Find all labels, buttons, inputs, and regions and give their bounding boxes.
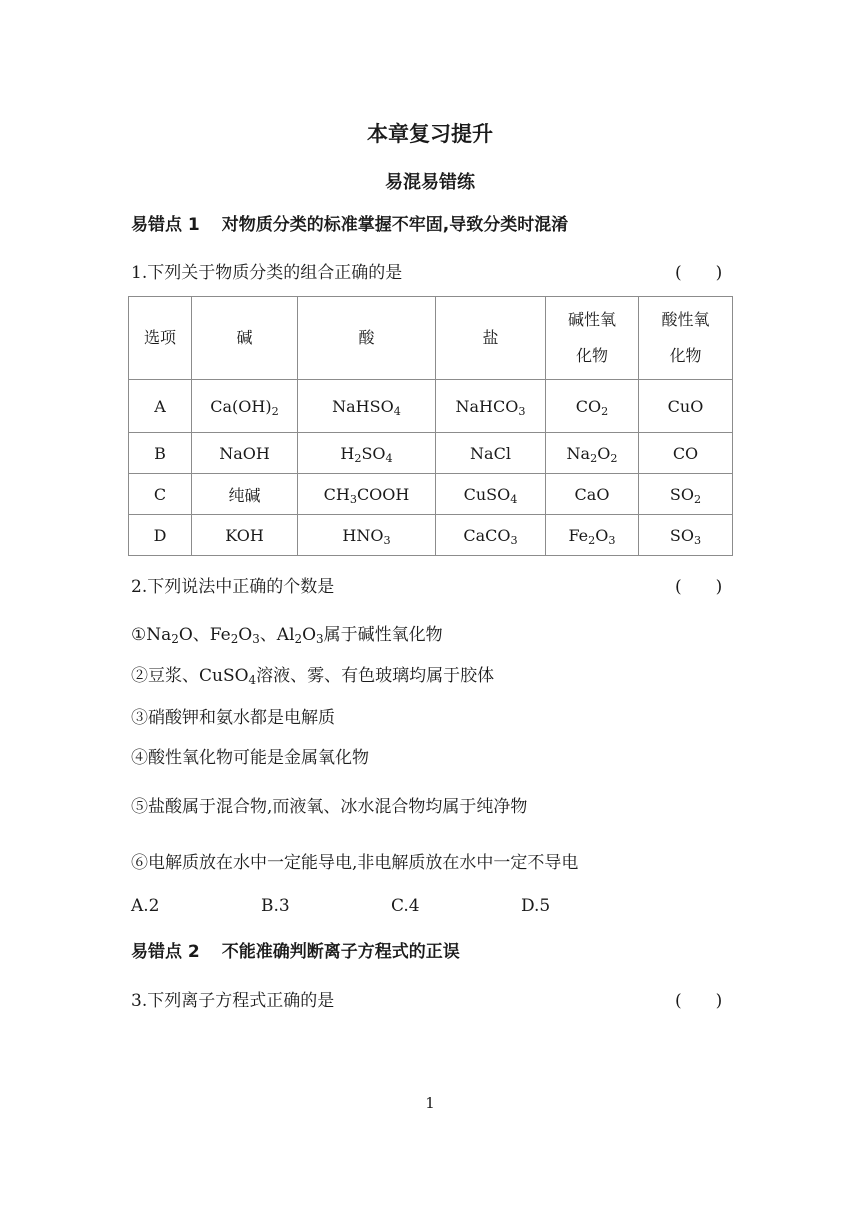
table-row bbox=[129, 515, 733, 556]
table-header-cell: 碱性氧 化物 bbox=[546, 297, 639, 380]
table-cell: NaHCO$_3$ bbox=[436, 380, 546, 433]
page-title: 本章复习提升 bbox=[367, 122, 493, 146]
table-cell: NaHSO$_4$ bbox=[298, 380, 436, 433]
statement-2: ②豆浆、CuSO$_4$溶液、雾、有色玻璃均属于胶体 bbox=[131, 666, 495, 687]
page-number: 1 bbox=[425, 1094, 435, 1112]
error-point-text: 对物质分类的标准掌握不牢固,导致分类时混淆 bbox=[221, 215, 569, 235]
table-cell: $Na_2O_2$ bbox=[546, 433, 639, 474]
answer-blank-2: ( ) bbox=[675, 577, 723, 597]
classification-table bbox=[128, 296, 733, 556]
statement-3: ③硝酸钾和氨水都是电解质 bbox=[131, 708, 335, 728]
table-cell: 纯碱 bbox=[192, 474, 298, 515]
section-subtitle: 易混易错练 bbox=[385, 172, 475, 193]
table-cell: $Ca(OH)_2$ bbox=[192, 380, 298, 433]
error-point-label: 易错点 1 bbox=[131, 215, 200, 235]
table-header-cell: 碱 bbox=[192, 297, 298, 380]
option-a: A.2 bbox=[131, 896, 160, 916]
question-2-stem: 2.下列说法中正确的个数是 bbox=[131, 577, 335, 597]
table-header-cell: 选项 bbox=[129, 297, 192, 380]
table-cell: $CH_3COOH$ bbox=[298, 474, 436, 515]
table-cell: CaCO$_3$ bbox=[436, 515, 546, 556]
error-point-label: 易错点 2 bbox=[131, 942, 200, 962]
error-point-2 bbox=[131, 937, 460, 962]
table-cell: $H_2SO_4$ bbox=[298, 433, 436, 474]
table-row bbox=[129, 474, 733, 515]
error-point-text: 不能准确判断离子方程式的正误 bbox=[221, 942, 460, 962]
table-cell: NaOH bbox=[192, 433, 298, 474]
table-header-cell: 酸性氧 化物 bbox=[639, 297, 733, 380]
table-row bbox=[129, 380, 733, 433]
table-cell: $CO_2$ bbox=[546, 380, 639, 433]
table-cell: $HNO_3$ bbox=[298, 515, 436, 556]
table-cell: CaO bbox=[546, 474, 639, 515]
table-cell: CuO bbox=[639, 380, 733, 433]
table-cell: CO bbox=[639, 433, 733, 474]
table-cell: $Fe_2O_3$ bbox=[546, 515, 639, 556]
table-cell: $SO_2$ bbox=[639, 474, 733, 515]
table-cell: $SO_3$ bbox=[639, 515, 733, 556]
table-header-cell: 酸 bbox=[298, 297, 436, 380]
question-3-stem: 3.下列离子方程式正确的是 bbox=[131, 991, 335, 1011]
table-header-cell: 盐 bbox=[436, 297, 546, 380]
statement-5: ⑤盐酸属于混合物,而液氧、冰水混合物均属于纯净物 bbox=[131, 797, 528, 817]
statement-6: ⑥电解质放在水中一定能导电,非电解质放在水中一定不导电 bbox=[131, 853, 579, 873]
table-cell: B bbox=[129, 433, 192, 474]
option-c: C.4 bbox=[391, 896, 420, 916]
statement-4: ④酸性氧化物可能是金属氧化物 bbox=[131, 748, 369, 768]
option-d: D.5 bbox=[521, 896, 551, 916]
statement-1: $①Na_2O$、$Fe_2O_3$、$Al_2O_3$属于碱性氧化物 bbox=[131, 625, 443, 646]
table-cell: D bbox=[129, 515, 192, 556]
answer-blank-3: ( ) bbox=[675, 991, 723, 1011]
table-cell: A bbox=[129, 380, 192, 433]
table-row bbox=[129, 433, 733, 474]
question-1-stem: 1.下列关于物质分类的组合正确的是 bbox=[131, 263, 403, 283]
error-point-1 bbox=[131, 210, 568, 235]
table-header-row bbox=[129, 297, 733, 380]
table-cell: NaCl bbox=[436, 433, 546, 474]
table-cell: C bbox=[129, 474, 192, 515]
table-cell: KOH bbox=[192, 515, 298, 556]
table-cell: CuSO$_4$ bbox=[436, 474, 546, 515]
answer-blank-1: ( ) bbox=[675, 263, 723, 283]
option-b: B.3 bbox=[261, 896, 290, 916]
